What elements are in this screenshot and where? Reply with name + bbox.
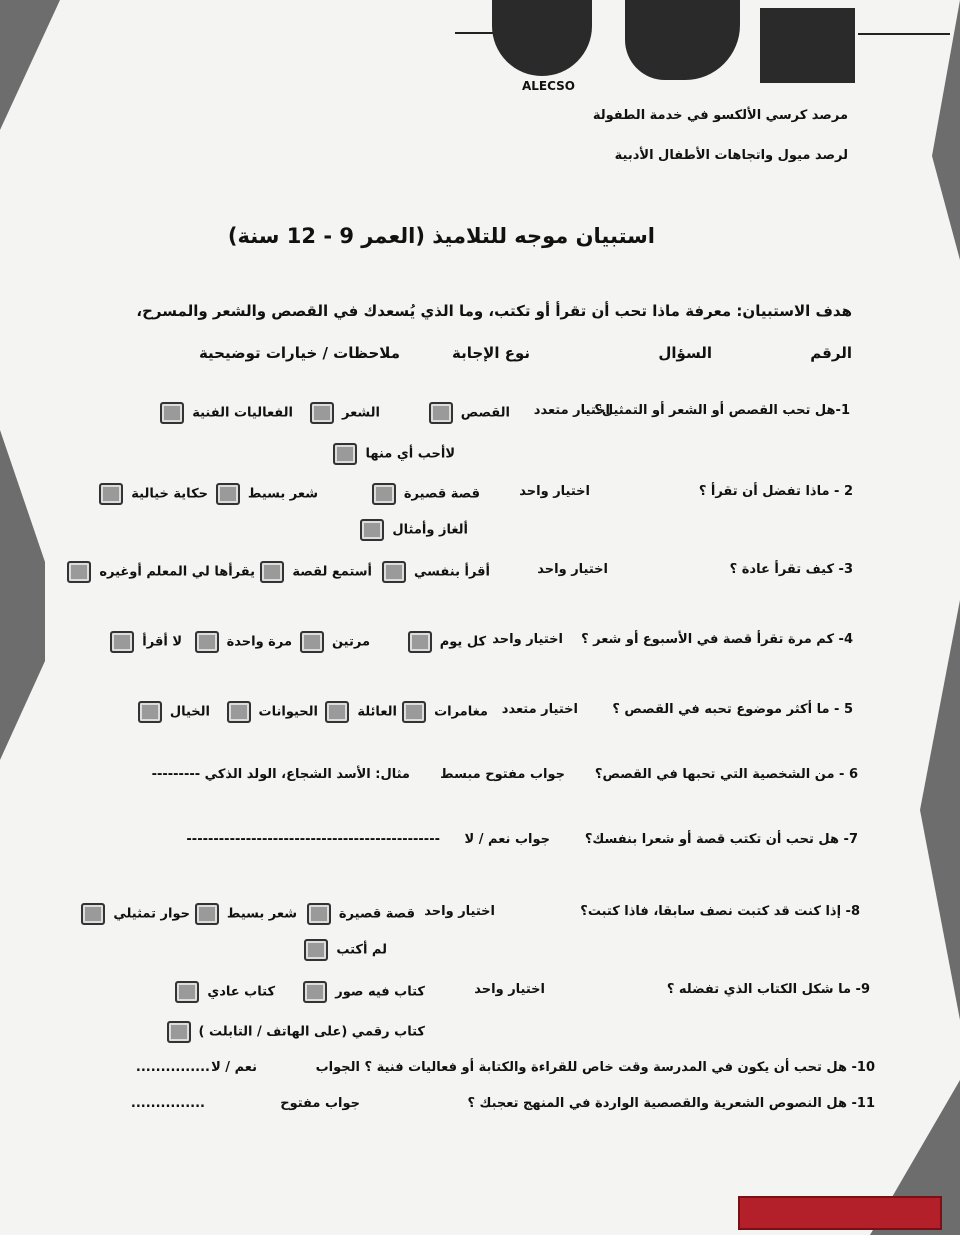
checkbox-icon (304, 939, 328, 961)
checkbox-icon (67, 561, 91, 583)
checkbox-icon (333, 443, 357, 465)
answer-option (175, 981, 275, 1003)
checkbox-icon (81, 903, 105, 925)
answer-type: اختيار واحد (474, 982, 545, 997)
option-label: الشعر (342, 405, 380, 421)
question-text: 7- هل تحب أن تكتب قصة أو شعرا بنفسك؟ (584, 832, 858, 847)
answer-option (402, 701, 488, 723)
option-label: لم أكتب (336, 942, 387, 958)
option-label: الحيوانات (258, 704, 318, 720)
answer-option (195, 903, 297, 925)
answer-option (325, 701, 397, 723)
answer-option (99, 483, 208, 505)
answer-option (333, 443, 455, 465)
checkbox-icon (175, 981, 199, 1003)
option-label: كتاب عادي (207, 984, 275, 1000)
answer-option (81, 903, 190, 925)
answer-option (303, 981, 425, 1003)
answer-option (138, 701, 210, 723)
checkbox-icon (310, 402, 334, 424)
option-label: مرة واحدة (226, 634, 292, 650)
checkbox-icon (160, 402, 184, 424)
edge-decoration (932, 0, 960, 260)
option-label: قصة قصيرة (338, 906, 415, 922)
answer-line: مثال: الأسد الشجاع، الولد الذكي --------- (151, 767, 410, 782)
option-label: كل يوم (439, 634, 486, 650)
checkbox-icon (227, 701, 251, 723)
answer-type: اختيار متعدد (533, 403, 610, 418)
checkbox-icon (360, 519, 384, 541)
checkbox-icon (325, 701, 349, 723)
page-title: استبيان موجه للتلاميذ (العمر 9 - 12 سنة) (227, 224, 655, 248)
answer-option (310, 402, 380, 424)
checkbox-icon (110, 631, 134, 653)
answer-option (304, 939, 387, 961)
answer-type: نعم / لا (211, 1060, 257, 1075)
option-label: الفعاليات الفنية (192, 405, 293, 421)
option-label: شعر بسيط (226, 906, 297, 922)
question-text: 1-هل تحب القصص أو الشعر أو التمثيل؟ (594, 403, 850, 418)
question-text: 11- هل النصوص الشعرية والقصصية الواردة في المنهج تعجبك ؟ (467, 1096, 875, 1111)
answer-option (307, 903, 415, 925)
checkbox-icon (307, 903, 331, 925)
answer-line: ----------------------------------------------- (186, 832, 440, 847)
header-rule (858, 33, 950, 35)
checkbox-icon (402, 701, 426, 723)
checkbox-icon (300, 631, 324, 653)
checkbox-icon (382, 561, 406, 583)
option-label: حوار تمثيلي (113, 906, 190, 922)
question-text: 5 - ما أكثر موضوع تحبه في القصص ؟ (612, 702, 853, 717)
answer-type: اختيار متعدد (501, 702, 578, 717)
answer-option (382, 561, 490, 583)
option-label: العائلة (357, 704, 397, 720)
option-label: قصة قصيرة (403, 486, 480, 502)
option-label: ألغاز وأمثال (392, 522, 468, 538)
option-label: أقرأ بنفسي (414, 564, 490, 580)
column-header-number: الرقم (810, 344, 852, 362)
edge-decoration (0, 430, 45, 760)
stamp (738, 1196, 942, 1230)
question-text: 2 - ماذا تفضل أن تقرأ ؟ (698, 484, 853, 499)
option-label: حكاية خيالية (131, 486, 208, 502)
question-text: 3- كيف تقرأ عادة ؟ (729, 562, 853, 577)
option-label: القصص (460, 405, 510, 421)
answer-option (160, 402, 293, 424)
answer-type: جواب مفتوح (280, 1096, 360, 1111)
option-label: الخيال (169, 704, 210, 720)
answer-type: جواب مفتوح مبسط (440, 767, 565, 782)
answer-line: ............... (130, 1096, 205, 1111)
corner-decoration (0, 0, 60, 130)
question-text: 8- إذا كنت قد كتبت نصف سابقا، فاذا كتبت؟ (580, 904, 860, 919)
option-label: لاأحب أي منها (365, 446, 455, 462)
option-label: مغامرات (434, 704, 488, 720)
university-logo (625, 0, 740, 80)
alecso-logo (492, 0, 592, 76)
header-subtitle: لرصد ميول واتجاهات الأطفال الأدبية (614, 148, 848, 163)
answer-type: جواب نعم / لا (464, 832, 550, 847)
checkbox-icon (138, 701, 162, 723)
answer-option (372, 483, 480, 505)
checkbox-icon (303, 981, 327, 1003)
checkbox-icon (429, 402, 453, 424)
answer-type: اختيار واحد (424, 904, 495, 919)
answer-option (360, 519, 468, 541)
checkbox-icon (99, 483, 123, 505)
answer-option (227, 701, 318, 723)
checkbox-icon (216, 483, 240, 505)
checkbox-icon (167, 1021, 191, 1043)
logo-text: ALECSO (522, 79, 576, 93)
answer-option (110, 631, 182, 653)
answer-option (260, 561, 372, 583)
answer-type: اختيار واحد (492, 632, 563, 647)
column-header-answer-type: نوع الإجابة (452, 344, 530, 362)
option-label: لا أقرأ (142, 634, 182, 650)
question-text: 9- ما شكل الكتاب الذي تفضله ؟ (666, 982, 870, 997)
checkbox-icon (372, 483, 396, 505)
option-label: أستمع لقصة (292, 564, 372, 580)
survey-goal: هدف الاستبيان: معرفة ماذا تحب أن تقرأ أو تكتب، وما الذي يُسعدك في القصص والشعر والمسرح، (136, 302, 852, 320)
option-label: كتاب رقمي (على الهاتف / التابلت ) (198, 1024, 425, 1040)
answer-option (429, 402, 510, 424)
option-label: كتاب فيه صور (335, 984, 425, 1000)
chair-logo (760, 8, 855, 83)
answer-type: اختيار واحد (519, 484, 590, 499)
option-label: مرتين (331, 634, 370, 650)
question-text: 4- كم مرة تقرأ قصة في الأسبوع أو شعر ؟ (581, 632, 853, 647)
column-header-notes: ملاحظات / خيارات توضيحية (198, 344, 400, 362)
question-text: 6 - من الشخصية التي تحبها في القصص؟ (594, 767, 858, 782)
option-label: شعر بسيط (247, 486, 318, 502)
checkbox-icon (408, 631, 432, 653)
answer-type: اختيار واحد (537, 562, 608, 577)
answer-option (67, 561, 255, 583)
answer-option (167, 1021, 425, 1043)
checkbox-icon (195, 903, 219, 925)
answer-line: ............... (135, 1060, 210, 1075)
answer-option (195, 631, 292, 653)
checkbox-icon (260, 561, 284, 583)
column-header-question: السؤال (658, 344, 712, 362)
option-label: يقرأها لي المعلم أوغيره (99, 564, 255, 580)
question-text: 10- هل تحب أن يكون في المدرسة وقت خاص للقراءة والكتابة أو فعاليات فنية ؟ الجواب (315, 1060, 875, 1075)
answer-option (408, 631, 486, 653)
answer-option (300, 631, 370, 653)
checkbox-icon (195, 631, 219, 653)
header-subtitle: مرصد كرسي الألكسو في خدمة الطفولة (592, 108, 848, 123)
edge-decoration (920, 600, 960, 1020)
answer-option (216, 483, 318, 505)
